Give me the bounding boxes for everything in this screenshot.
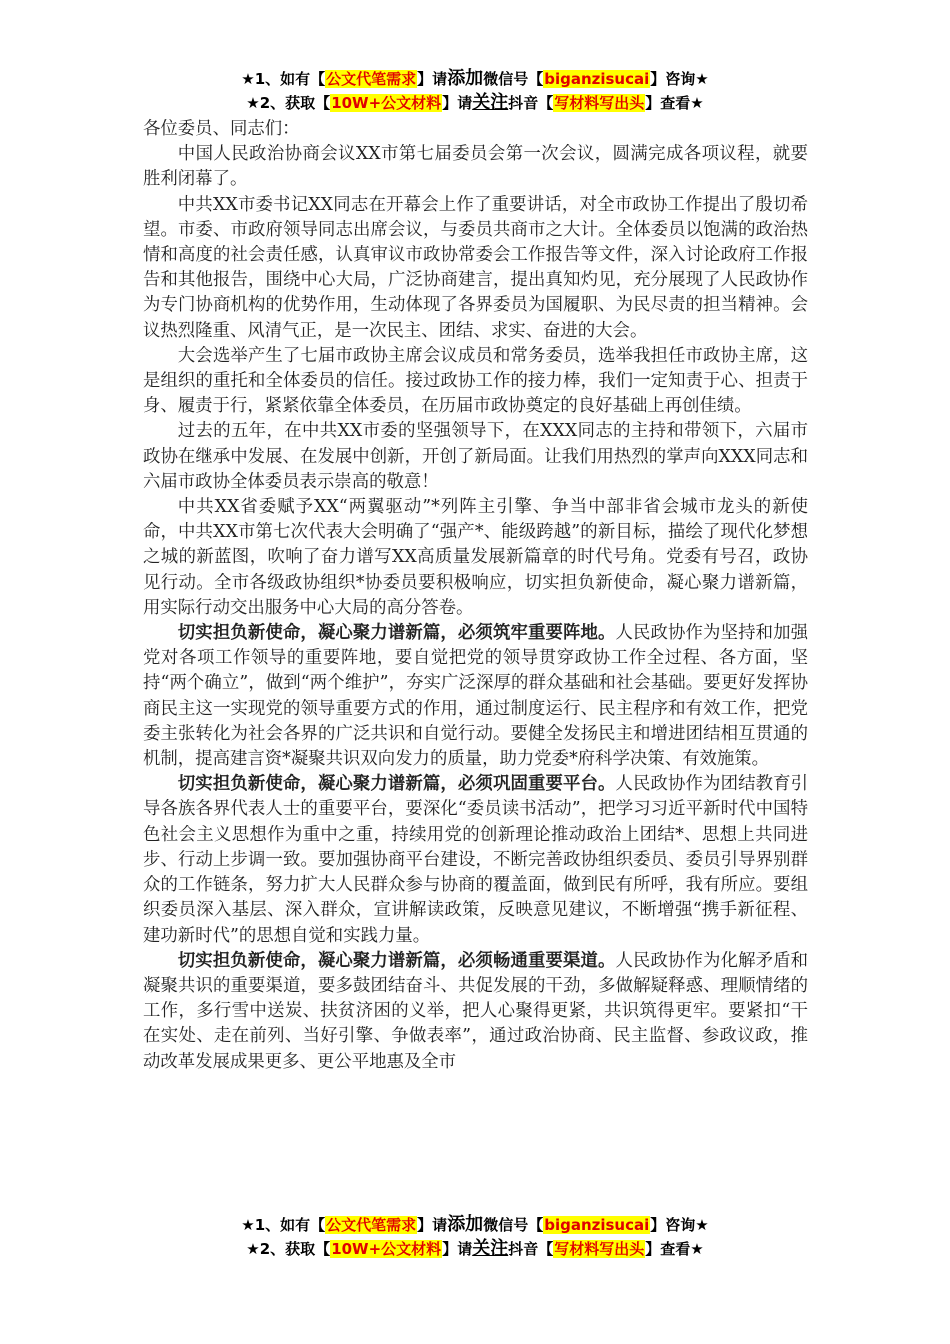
promo-text: 】咨询★ xyxy=(650,1216,709,1234)
promo-text: 微信号【 xyxy=(483,70,544,88)
promo-line-1 xyxy=(0,67,950,91)
promo-line-2 xyxy=(0,1237,950,1261)
speech-body xyxy=(143,117,808,1075)
paragraph-7-text: 人民政协作为团结教育引导各族各界代表人士的重要平台，要深化“委员读书活动”，把学习习近平新时代中国特色社会主义思想作为重中之重，持续用党的创新理论推动政治上团结*、思想上共同进步、行动上步调一致。要加强协商平台建设，不断完善政协组织委员、委员引导界别群众的工作链条，努力扩大人民群众参与协商的覆盖面，做到民有所呼，我有所应。要组织委员深入基层、深入群众，宣讲解读政策，反映意见建议，不断增强“携手新征程、建功新时代”的思想自觉和实践力量。 xyxy=(143,774,808,946)
bottom-promo-banner xyxy=(0,1213,950,1261)
paragraph-8-text: 人民政协作为化解矛盾和凝聚共识的重要渠道，要多鼓团结奋斗、共促发展的干劲，多做解疑释惑、理顺情绪的工作，多行雪中送炭、扶贫济困的义举，把人心聚得更紧，共识筑得更牢。要紧扣“干在实处、走在前列、当好引擎、争做表率”，通过政治协商、民主监督、参政议政，推动改革发展成果更多、更公平地惠及全市 xyxy=(143,950,808,1072)
paragraph-8-lead: 切实担负新使命，凝心聚力谱新篇，必须畅通重要渠道。 xyxy=(177,950,616,971)
promo-emphasis: 添加 xyxy=(447,1214,484,1235)
promo-text: ★2、获取【 xyxy=(246,94,331,112)
promo-line-2 xyxy=(0,91,950,115)
paragraph-6-lead: 切实担负新使命，凝心聚力谱新篇，必须筑牢重要阵地。 xyxy=(177,623,616,644)
promo-line-1 xyxy=(0,1213,950,1237)
promo-text: 】请 xyxy=(417,70,448,88)
paragraph-4: 过去的五年，在中共XX市委的坚强领导下，在XXX同志的主持和带领下，六届市政协在继承中发展、在发展中创新，开创了新局面。让我们用热烈的掌声向XXX同志和六届市政协全体委员表示崇高的敬意！ xyxy=(143,421,808,492)
promo-highlight-wechat: biganzisucai xyxy=(544,70,650,88)
promo-text: 微信号【 xyxy=(483,1216,544,1234)
paragraph-8 xyxy=(143,949,808,1075)
greeting: 各位委员、同志们： xyxy=(143,119,300,139)
promo-text: ★1、如有【 xyxy=(241,70,326,88)
top-promo-banner xyxy=(0,67,950,115)
promo-highlight: 10W+公文材料 xyxy=(331,94,442,112)
promo-highlight-douyin: 写材料写出头 xyxy=(554,94,645,112)
promo-text: 】请 xyxy=(442,94,473,112)
promo-highlight: 公文代笔需求 xyxy=(326,1216,417,1234)
promo-highlight: 10W+公文材料 xyxy=(331,1240,442,1258)
promo-text: ★2、获取【 xyxy=(246,1240,331,1258)
paragraph-6 xyxy=(143,621,808,772)
promo-text: 】查看★ xyxy=(645,1240,704,1258)
paragraph-2: 中共XX市委书记XX同志在开幕会上作了重要讲话，对全市政协工作提出了殷切希望。市委、市政府领导同志出席会议，与委员共商市之大计。全体委员以饱满的政治热情和高度的社会责任感，认真审议市政协常委会工作报告等文件，深入讨论政府工作报告和其他报告，围绕中心大局，广泛协商建言，提出真知灼见，充分展现了人民政协作为专门协商机构的优势作用，生动体现了各界委员为国履职、为民尽责的担当精神。会议热烈隆重、风清气正，是一次民主、团结、求实、奋进的大会。 xyxy=(143,194,808,341)
promo-emphasis: 关注 xyxy=(472,1238,509,1259)
promo-text: 】查看★ xyxy=(645,94,704,112)
promo-text: 】请 xyxy=(417,1216,448,1234)
promo-highlight-douyin: 写材料写出头 xyxy=(554,1240,645,1258)
promo-text: 】请 xyxy=(442,1240,473,1258)
promo-text: ★1、如有【 xyxy=(241,1216,326,1234)
promo-text: 抖音【 xyxy=(508,1240,554,1258)
promo-emphasis: 添加 xyxy=(447,68,484,89)
promo-emphasis: 关注 xyxy=(472,92,509,113)
paragraph-7-lead: 切实担负新使命，凝心聚力谱新篇，必须巩固重要平台。 xyxy=(177,774,616,795)
promo-text: 】咨询★ xyxy=(650,70,709,88)
promo-text: 抖音【 xyxy=(508,94,554,112)
paragraph-3: 大会选举产生了七届市政协主席会议成员和常务委员，选举我担任市政协主席，这是组织的重托和全体委员的信任。接过政协工作的接力棒，我们一定知责于心、担责于身、履责于行，紧紧依靠全体委员，在历届市政协奠定的良好基础上再创佳绩。 xyxy=(143,345,808,417)
paragraph-5: 中共XX省委赋予XX“两翼驱动”*列阵主引擎、争当中部非省会城市龙头的新使命，中共XX市第七次代表大会明确了“强产*、能级跨越”的新目标，描绘了现代化梦想之城的新蓝图，吹响了奋力谱写XX高质量发展新篇章的时代号角。党委有号召，政协见行动。全市各级政协组织*协委员要积极响应，切实担负新使命，凝心聚力谱新篇，用实际行动交出服务中心大局的高分答卷。 xyxy=(143,497,808,618)
promo-highlight-wechat: biganzisucai xyxy=(544,1216,650,1234)
paragraph-6-text: 人民政协作为坚持和加强党对各项工作领导的重要阵地，要自觉把党的领导贯穿政协工作全过程、各方面，坚持“两个确立”，做到“两个维护”，夯实广泛深厚的群众基础和社会基础。要更好发挥协商民主这一实现党的领导重要方式的作用，通过制度运行、民主程序和有效工作，把党委主张转化为社会各界的广泛共识和自觉行动。要健全发扬民主和增进团结相互贯通的机制，提高建言资*凝聚共识双向发力的质量，助力党委*府科学决策、有效施策。 xyxy=(143,623,808,770)
paragraph-1: 中国人民政治协商会议XX市第七届委员会第一次会议，圆满完成各项议程，就要胜利闭幕了。 xyxy=(143,144,808,190)
paragraph-7 xyxy=(143,772,808,948)
promo-highlight: 公文代笔需求 xyxy=(326,70,417,88)
